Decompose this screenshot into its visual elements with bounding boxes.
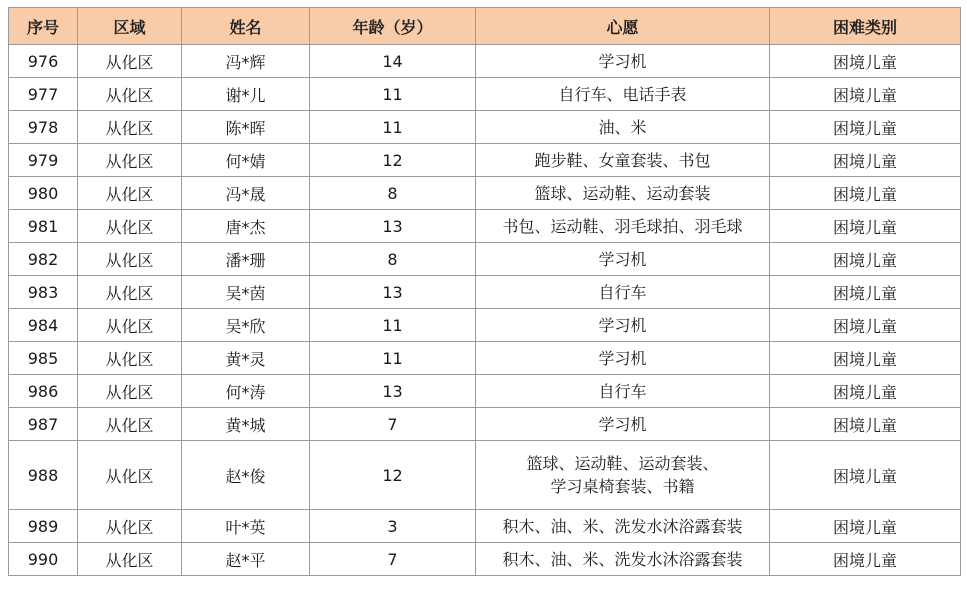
- cell-area: 从化区: [78, 177, 182, 210]
- cell-difficulty-category: 困境儿童: [770, 543, 961, 576]
- table-row: [9, 177, 961, 210]
- cell-age: 8: [310, 243, 476, 276]
- table-row: [9, 543, 961, 576]
- table-row: [9, 510, 961, 543]
- cell-name: 冯*辉: [182, 45, 310, 78]
- table-row: [9, 210, 961, 243]
- cell-difficulty-category: 困境儿童: [770, 243, 961, 276]
- cell-wish: [476, 78, 770, 111]
- table-row: [9, 111, 961, 144]
- cell-wish: [476, 276, 770, 309]
- wish-text: 自行车: [598, 381, 647, 401]
- cell-name: 赵*俊: [182, 441, 310, 510]
- cell-wish: [476, 177, 770, 210]
- wish-text: 积木、油、米、洗发水沐浴露套装: [502, 549, 743, 569]
- cell-difficulty-category: 困境儿童: [770, 510, 961, 543]
- cell-area: 从化区: [78, 45, 182, 78]
- cell-wish: [476, 111, 770, 144]
- cell-serial-number: 986: [9, 375, 78, 408]
- wish-text: 学习桌椅套装、书籍: [550, 477, 695, 496]
- table-row: [9, 144, 961, 177]
- cell-wish: [476, 375, 770, 408]
- cell-name: 何*涛: [182, 375, 310, 408]
- cell-age: 12: [310, 144, 476, 177]
- cell-wish: [476, 45, 770, 78]
- cell-age: 13: [310, 276, 476, 309]
- cell-age: 11: [310, 342, 476, 375]
- header-serial-number: 序号: [9, 8, 78, 45]
- cell-difficulty-category: 困境儿童: [770, 375, 961, 408]
- cell-serial-number: 985: [9, 342, 78, 375]
- cell-serial-number: 978: [9, 111, 78, 144]
- table-row: [9, 375, 961, 408]
- table-row: [9, 342, 961, 375]
- wish-text: 书包、运动鞋、羽毛球拍、羽毛球: [502, 216, 743, 236]
- cell-age: 14: [310, 45, 476, 78]
- wish-text: 篮球、运动鞋、运动套装: [534, 183, 711, 203]
- cell-serial-number: 982: [9, 243, 78, 276]
- cell-area: 从化区: [78, 78, 182, 111]
- cell-area: 从化区: [78, 408, 182, 441]
- cell-area: 从化区: [78, 144, 182, 177]
- cell-area: 从化区: [78, 309, 182, 342]
- cell-name: 唐*杰: [182, 210, 310, 243]
- cell-area: 从化区: [78, 210, 182, 243]
- wish-text: 学习机: [598, 348, 647, 368]
- cell-name: 谢*儿: [182, 78, 310, 111]
- cell-name: 潘*珊: [182, 243, 310, 276]
- cell-difficulty-category: 困境儿童: [770, 408, 961, 441]
- table-row: [9, 78, 961, 111]
- cell-name: 叶*英: [182, 510, 310, 543]
- cell-age: 8: [310, 177, 476, 210]
- wish-text: 自行车: [598, 282, 647, 302]
- wish-text: 油、米: [598, 117, 647, 137]
- wish-text: 学习机: [598, 315, 647, 335]
- table-row: [9, 408, 961, 441]
- cell-age: 13: [310, 210, 476, 243]
- cell-wish: [476, 243, 770, 276]
- cell-difficulty-category: 困境儿童: [770, 144, 961, 177]
- cell-age: 11: [310, 309, 476, 342]
- cell-wish: [476, 408, 770, 441]
- table-row: [9, 45, 961, 78]
- cell-area: 从化区: [78, 111, 182, 144]
- cell-difficulty-category: 困境儿童: [770, 177, 961, 210]
- cell-age: 11: [310, 78, 476, 111]
- cell-name: 陈*晖: [182, 111, 310, 144]
- cell-wish: [476, 543, 770, 576]
- wish-text: 学习机: [598, 414, 647, 434]
- cell-serial-number: 990: [9, 543, 78, 576]
- wish-list-table-container: [8, 7, 961, 576]
- cell-age: 13: [310, 375, 476, 408]
- cell-name: 黄*灵: [182, 342, 310, 375]
- cell-serial-number: 979: [9, 144, 78, 177]
- cell-serial-number: 981: [9, 210, 78, 243]
- cell-age: 7: [310, 543, 476, 576]
- cell-area: 从化区: [78, 375, 182, 408]
- cell-difficulty-category: 困境儿童: [770, 276, 961, 309]
- cell-wish: [476, 342, 770, 375]
- table-row: [9, 243, 961, 276]
- header-area: 区域: [78, 8, 182, 45]
- cell-name: 何*婧: [182, 144, 310, 177]
- cell-area: 从化区: [78, 243, 182, 276]
- cell-name: 赵*平: [182, 543, 310, 576]
- cell-area: 从化区: [78, 342, 182, 375]
- cell-difficulty-category: 困境儿童: [770, 342, 961, 375]
- wish-list-table: [8, 7, 961, 576]
- wish-text: 学习机: [598, 51, 647, 71]
- wish-text: 积木、油、米、洗发水沐浴露套装: [502, 516, 743, 536]
- cell-wish: [476, 210, 770, 243]
- cell-name: 吴*欣: [182, 309, 310, 342]
- cell-difficulty-category: 困境儿童: [770, 78, 961, 111]
- wish-text: 篮球、运动鞋、运动套装、: [526, 454, 719, 473]
- cell-wish: [476, 309, 770, 342]
- cell-name: 吴*茵: [182, 276, 310, 309]
- cell-name: 冯*晟: [182, 177, 310, 210]
- wish-text: 学习机: [598, 249, 647, 269]
- cell-area: 从化区: [78, 441, 182, 510]
- cell-difficulty-category: 困境儿童: [770, 111, 961, 144]
- cell-serial-number: 989: [9, 510, 78, 543]
- cell-serial-number: 984: [9, 309, 78, 342]
- header-age: 年龄（岁）: [310, 8, 476, 45]
- header-difficulty-category: 困难类别: [770, 8, 961, 45]
- cell-difficulty-category: 困境儿童: [770, 309, 961, 342]
- cell-name: 黄*城: [182, 408, 310, 441]
- cell-wish: [476, 510, 770, 543]
- cell-serial-number: 988: [9, 441, 78, 510]
- table-row: [9, 441, 961, 510]
- table-header-row: [9, 8, 961, 45]
- cell-age: 3: [310, 510, 476, 543]
- cell-serial-number: 976: [9, 45, 78, 78]
- cell-wish: [476, 441, 770, 510]
- table-body: [9, 45, 961, 576]
- table-row: [9, 276, 961, 309]
- cell-serial-number: 977: [9, 78, 78, 111]
- cell-serial-number: 980: [9, 177, 78, 210]
- cell-serial-number: 987: [9, 408, 78, 441]
- wish-text: 跑步鞋、女童套装、书包: [534, 150, 711, 170]
- cell-age: 7: [310, 408, 476, 441]
- cell-difficulty-category: 困境儿童: [770, 210, 961, 243]
- cell-wish: [476, 144, 770, 177]
- header-wish: 心愿: [476, 8, 770, 45]
- cell-area: 从化区: [78, 510, 182, 543]
- cell-area: 从化区: [78, 543, 182, 576]
- table-row: [9, 309, 961, 342]
- cell-serial-number: 983: [9, 276, 78, 309]
- cell-difficulty-category: 困境儿童: [770, 441, 961, 510]
- cell-age: 12: [310, 441, 476, 510]
- wish-text: 自行车、电话手表: [558, 84, 687, 104]
- cell-area: 从化区: [78, 276, 182, 309]
- header-name: 姓名: [182, 8, 310, 45]
- cell-difficulty-category: 困境儿童: [770, 45, 961, 78]
- cell-age: 11: [310, 111, 476, 144]
